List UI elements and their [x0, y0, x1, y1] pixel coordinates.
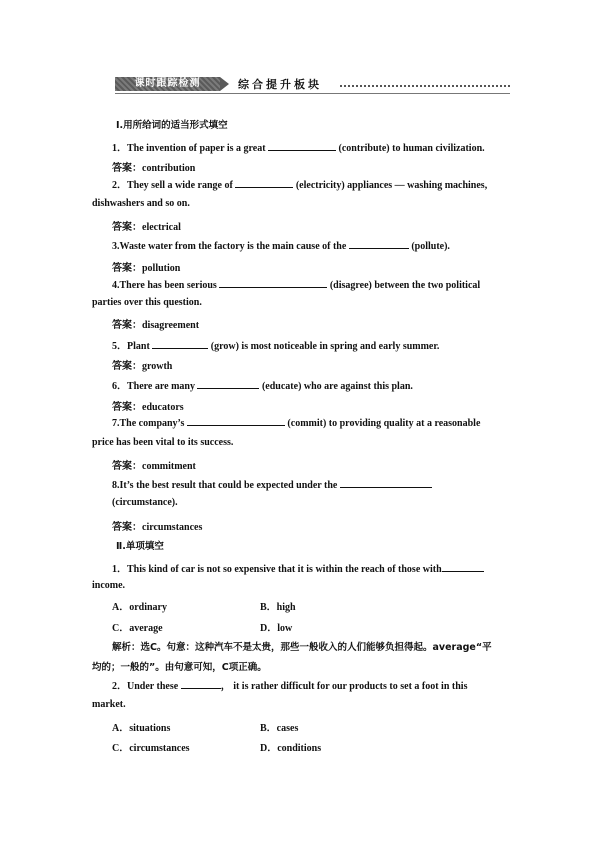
- question-6: 6．There are many (educate) who are against this plan.: [112, 377, 512, 392]
- banner-dotted-rule: [340, 85, 510, 87]
- mc-question-2: 2．Under these ， it is rather difficult for our products to set a foot in this: [112, 677, 512, 697]
- answer-2: 答案：electrical: [112, 222, 181, 233]
- mc-question-2-continued: market.: [92, 699, 126, 710]
- question-2-continued: dishwashers and so on.: [92, 198, 190, 209]
- question-4: 4.There has been serious (disagree) between the two political: [112, 276, 512, 296]
- question-1: 1．The invention of paper is a great (contribute) to human civilization.: [112, 139, 512, 154]
- answer-4: 答案：disagreement: [112, 320, 200, 331]
- answer-8: 答案：circumstances: [112, 522, 203, 533]
- question-4-continued: parties over this question.: [92, 297, 202, 308]
- answer-blank[interactable]: [349, 238, 409, 249]
- option-a[interactable]: A．ordinary: [112, 602, 167, 613]
- analysis-line-2: 均的；一般的”。由句意可知，C项正确。: [92, 662, 267, 673]
- answer-7: 答案：commitment: [112, 461, 196, 472]
- option-b[interactable]: B．cases: [260, 723, 299, 734]
- banner-title: 综合提升板块: [238, 78, 322, 91]
- answer-6: 答案：educators: [112, 402, 184, 413]
- analysis-line-1: 解析：选C。句意：这种汽车不是太贵，那些一般收入的人们能够负担得起。average“平: [112, 642, 492, 653]
- banner-underline: [115, 93, 510, 94]
- option-b[interactable]: B．high: [260, 602, 296, 613]
- option-c[interactable]: C．circumstances: [112, 743, 190, 754]
- question-8-continued: (circumstance).: [112, 497, 178, 508]
- option-a[interactable]: A．situations: [112, 723, 171, 734]
- banner-arrow-icon: [220, 77, 229, 91]
- mc-question-1-continued: income.: [92, 580, 126, 591]
- answer-blank[interactable]: [235, 177, 293, 188]
- answer-5: 答案：growth: [112, 361, 173, 372]
- answer-blank[interactable]: [219, 277, 327, 288]
- option-d[interactable]: D．conditions: [260, 743, 322, 754]
- section-banner: [115, 75, 510, 95]
- option-c[interactable]: C．average: [112, 623, 163, 634]
- question-5: 5．Plant (grow) is most noticeable in spring and early summer.: [112, 337, 512, 352]
- question-2: 2．They sell a wide range of (electricity) appliances — washing machines,: [112, 176, 512, 196]
- answer-1: 答案：contribution: [112, 163, 196, 174]
- question-7: 7.The company’s (commit) to providing quality at a reasonable: [112, 414, 512, 434]
- question-7-continued: price has been vital to its success.: [92, 437, 234, 448]
- answer-blank[interactable]: [197, 378, 259, 389]
- answer-blank[interactable]: [268, 140, 336, 151]
- answer-blank[interactable]: [181, 678, 221, 689]
- answer-blank[interactable]: [187, 415, 285, 426]
- question-3: 3.Waste water from the factory is the main cause of the (pollute).: [112, 238, 512, 252]
- banner-tag: 课时跟踪检测: [115, 77, 220, 91]
- question-8: 8.It’s the best result that could be expected under the: [112, 477, 512, 491]
- answer-blank[interactable]: [442, 561, 484, 572]
- answer-blank[interactable]: [340, 477, 432, 488]
- answer-3: 答案：pollution: [112, 263, 181, 274]
- section1-heading: Ⅰ.用所给词的适当形式填空: [116, 120, 228, 131]
- mc-question-1: 1．This kind of car is not so expensive that it is within the reach of those with: [112, 560, 512, 575]
- answer-blank[interactable]: [152, 338, 208, 349]
- option-d[interactable]: D．low: [260, 623, 293, 634]
- section2-heading: Ⅱ.单项填空: [116, 541, 164, 552]
